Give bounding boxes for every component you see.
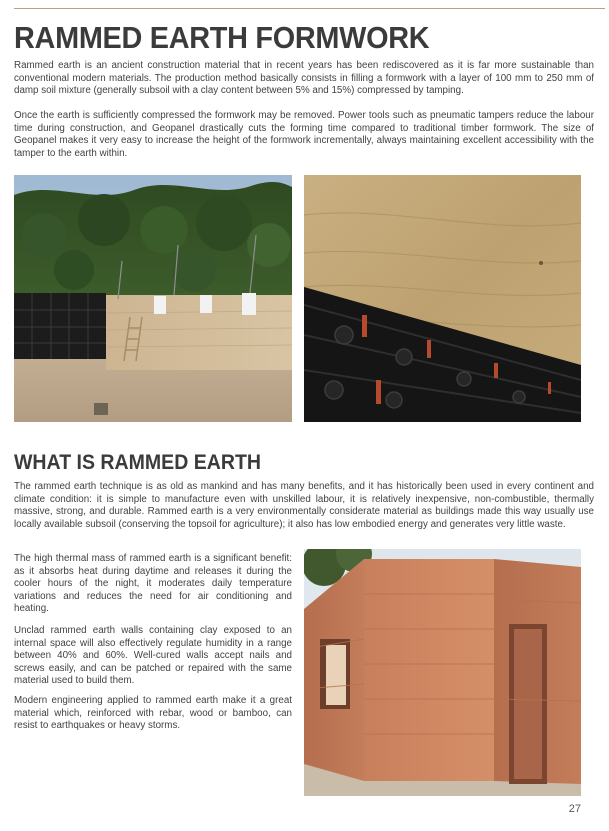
intro-paragraph-1: Rammed earth is an ancient construction material that in recent years has been rediscovered as it is far more sustainable than conventional modern materials. The production method basically consists in filling a formwork with a layer of 100 mm to 250 mm of damp soil mixture (generally subsoil with a clay content between 5% and 15%) compressed by tamping. <box>14 60 594 97</box>
section-paragraph-2: The high thermal mass of rammed earth is a significant benefit: as it absorbs heat during daytime and releases it during the cooler hours of the night, it moderates daily temperature variations and reduces the need for air conditioning and heating. <box>14 553 292 615</box>
section-paragraph-3: Unclad rammed earth walls containing clay exposed to an internal space will also effectively regulate humidity in a range between 40% and 60%. Well-cured walls accept nails and screws easily, and can be patched or repaired with the same material used to build them. <box>14 625 292 687</box>
rammed-earth-house-photo <box>304 549 581 796</box>
intro-paragraph-2: Once the earth is sufficiently compressed the formwork may be removed. Power tools such as pneumatic tampers reduce the labour time during construction, and Geopanel drastically cuts the forming time compared to traditional timber formwork. The size of Geopanel makes it very easy to increase the height of the formwork incrementally, always maintaining excellent accessibility with the tamper to the earth within. <box>14 110 594 159</box>
section-title: WHAT IS RAMMED EARTH <box>14 451 262 474</box>
page-title: RAMMED EARTH FORMWORK <box>14 20 430 55</box>
page-number: 27 <box>568 803 581 815</box>
construction-site-photo <box>14 175 292 422</box>
formwork-closeup-photo <box>304 175 581 422</box>
section-paragraph-4: Modern engineering applied to rammed earth make it a great material which, reinforced with rebar, wood or bamboo, can resist to earthquakes or heavy storms. <box>14 695 292 732</box>
header-rule <box>14 8 605 9</box>
section-paragraph-1: The rammed earth technique is as old as mankind and has many benefits, and it has historically been used in every continent and climate condition: it is simple to manufacture even with unskilled labour, it is relatively inexpensive, non-combustible, thermally massive, strong, and durable. Rammed earth is a very environmentally considerate material as buildings made this way usually use locally available subsoil (conserving the topsoil for agriculture); it also has low embodied energy and generates very little waste. <box>14 481 594 530</box>
